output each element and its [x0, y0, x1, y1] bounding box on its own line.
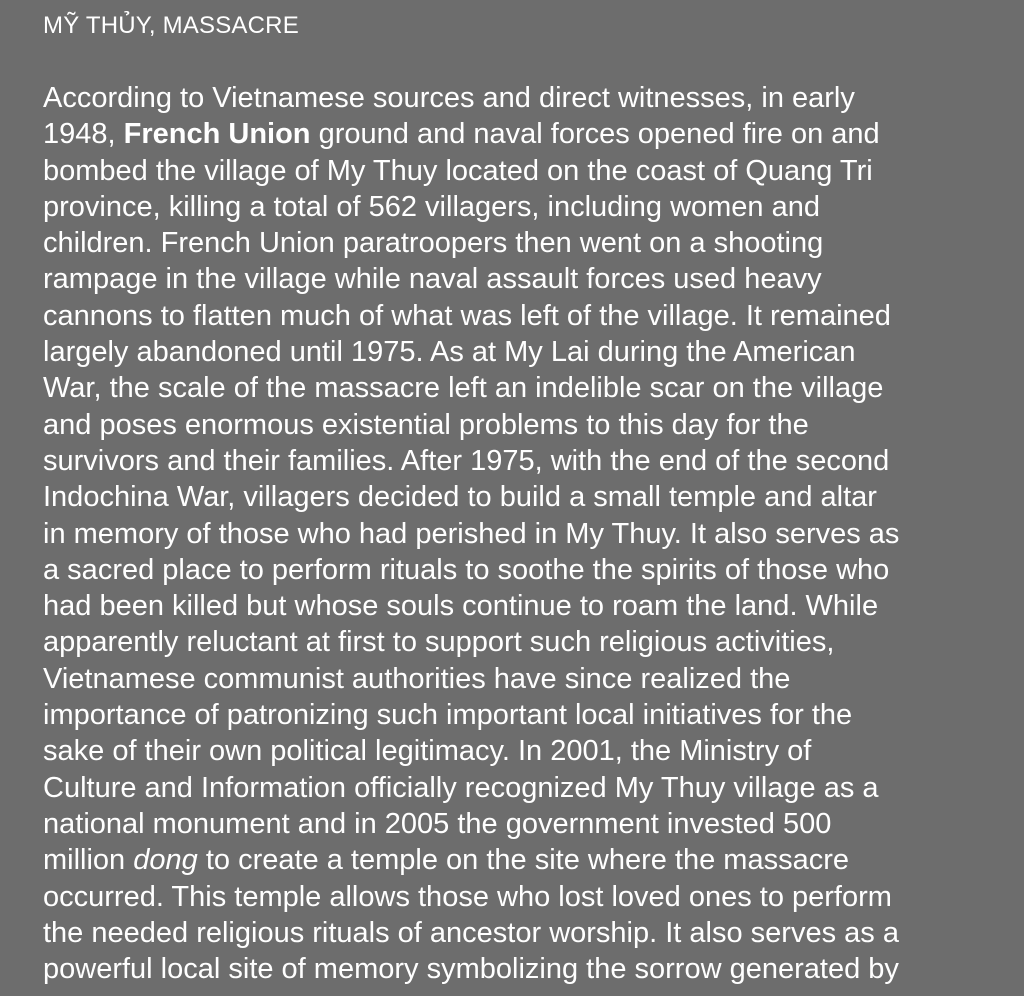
text-line: rampage in the village while naval assault forces used heavy	[43, 263, 822, 296]
text-line: had been killed but whose souls continue to roam the land. While	[43, 590, 879, 623]
text-line: occurred. This temple allows those who lost loved ones to perform	[43, 880, 892, 913]
text-line: cannons to flatten much of what was left of the village. It remained	[43, 299, 891, 332]
text-line: Indochina War, villagers decided to build a small temple and altar	[43, 481, 877, 514]
text-run: ground and naval forces opened fire on and	[310, 118, 880, 151]
entry-body	[43, 80, 1018, 987]
text-line: the needed religious rituals of ancestor worship. It also serves as a	[43, 916, 899, 949]
text-line: and poses enormous existential problems to this day for the	[43, 408, 809, 441]
italic-term-dong: dong	[133, 844, 198, 877]
text-line: a sacred place to perform rituals to soothe the spirits of those who	[43, 553, 890, 586]
text-run: to create a temple on the site where the massacre	[197, 844, 849, 877]
text-line: sake of their own political legitimacy. In 2001, the Ministry of	[43, 735, 812, 768]
text-line	[43, 842, 1018, 878]
text-line: province, killing a total of 562 villagers, including women and	[43, 190, 820, 223]
text-line: in memory of those who had perished in My Thuy. It also serves as	[43, 517, 900, 550]
text-line: largely abandoned until 1975. As at My Lai during the American	[43, 336, 856, 369]
text-line: survivors and their families. After 1975, with the end of the second	[43, 444, 890, 477]
text-line: children. French Union paratroopers then went on a shooting	[43, 227, 824, 260]
text-line: bombed the village of My Thuy located on the coast of Quang Tri	[43, 154, 873, 187]
text-run: million	[43, 844, 134, 877]
text-line: War, the scale of the massacre left an indelible scar on the village	[43, 372, 884, 405]
text-line: Culture and Information officially recognized My Thuy village as a	[43, 771, 879, 804]
text-line: importance of patronizing such important local initiatives for the	[43, 699, 853, 732]
text-line: According to Vietnamese sources and direct witnesses, in early	[43, 82, 855, 114]
text-line: national monument and in 2005 the government invested 500	[43, 807, 832, 840]
text-run: 1948,	[43, 118, 124, 151]
entry-title: MỸ THỦY, MASSACRE	[43, 12, 299, 39]
text-line: powerful local site of memory symbolizing the sorrow generated by	[43, 953, 899, 986]
text-line	[43, 116, 1018, 152]
bold-term-french-union: French Union	[123, 118, 311, 151]
text-line: Vietnamese communist authorities have since realized the	[43, 662, 791, 695]
text-line: apparently reluctant at first to support such religious activities,	[43, 626, 835, 659]
